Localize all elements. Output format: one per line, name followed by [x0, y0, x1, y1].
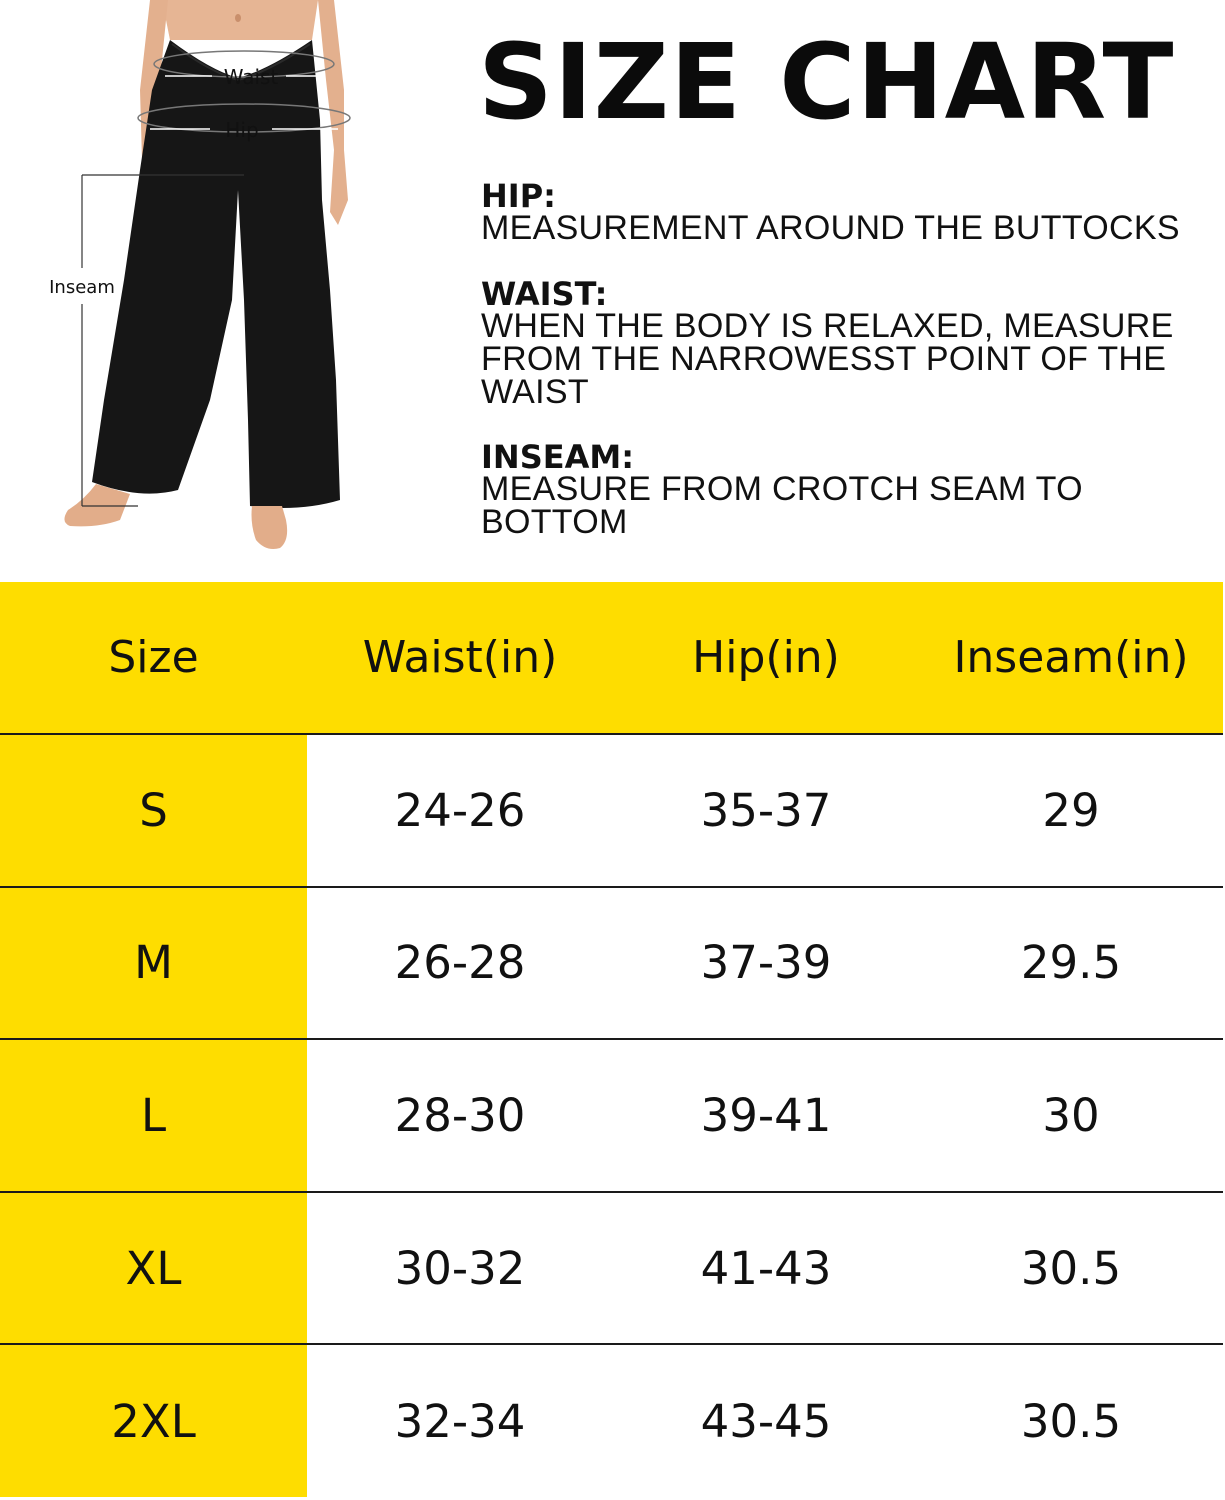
table-row: [0, 1039, 1223, 1192]
hip-definition: [481, 177, 1221, 247]
table-row: [0, 1192, 1223, 1345]
size-cell: 2XL: [0, 1344, 307, 1497]
model-illustration: [0, 0, 460, 570]
inseam-cell: 30: [919, 1039, 1223, 1192]
waist-term: WAIST:: [481, 275, 608, 313]
inseam-cell: 30.5: [919, 1344, 1223, 1497]
hip-term: HIP:: [481, 177, 556, 215]
hip-cell: 41-43: [613, 1192, 919, 1345]
size-cell: L: [0, 1039, 307, 1192]
waist-cell: 30-32: [307, 1192, 613, 1345]
header-size: Size: [108, 632, 199, 683]
hip-cell: 37-39: [613, 887, 919, 1040]
hip-label: Hip: [225, 118, 259, 142]
size-cell: XL: [0, 1192, 307, 1345]
right-foot: [252, 506, 288, 549]
waist-label: Waist: [223, 65, 279, 89]
page-title: SIZE CHART: [478, 21, 1175, 143]
hip-cell: 39-41: [613, 1039, 919, 1192]
table-row: [0, 887, 1223, 1040]
table-row: [0, 1344, 1223, 1497]
hip-cell: 35-37: [613, 734, 919, 887]
size-cell: M: [0, 887, 307, 1040]
header-hip: Hip(in): [692, 632, 840, 683]
inseam-cell: 29.5: [919, 887, 1223, 1040]
waist-definition: [481, 275, 1221, 411]
size-cell: S: [0, 734, 307, 887]
waist-cell: 28-30: [307, 1039, 613, 1192]
inseam-description: MEASURE FROM CROTCH SEAM TO BOTTOM: [481, 470, 1083, 541]
inseam-definition: [481, 438, 1221, 541]
waist-cell: 32-34: [307, 1344, 613, 1497]
inseam-term: INSEAM:: [481, 438, 634, 476]
header-inseam: Inseam(in): [953, 632, 1189, 683]
inseam-label: Inseam: [49, 277, 115, 298]
inseam-cell: 29: [919, 734, 1223, 887]
waist-cell: 26-28: [307, 887, 613, 1040]
pants-figure: [92, 40, 340, 508]
hip-description: MEASUREMENT AROUND THE BUTTOCKS: [481, 209, 1180, 247]
waist-description: WHEN THE BODY IS RELAXED, MEASURE FROM THE NARROWESST POINT OF THE WAIST: [481, 307, 1174, 411]
waist-cell: 24-26: [307, 734, 613, 887]
header-waist: Waist(in): [362, 632, 558, 683]
left-foot: [64, 484, 130, 526]
size-table: [0, 582, 1223, 1497]
hip-cell: 43-45: [613, 1344, 919, 1497]
table-row: [0, 734, 1223, 887]
table-header-row: [0, 582, 1223, 734]
inseam-cell: 30.5: [919, 1192, 1223, 1345]
